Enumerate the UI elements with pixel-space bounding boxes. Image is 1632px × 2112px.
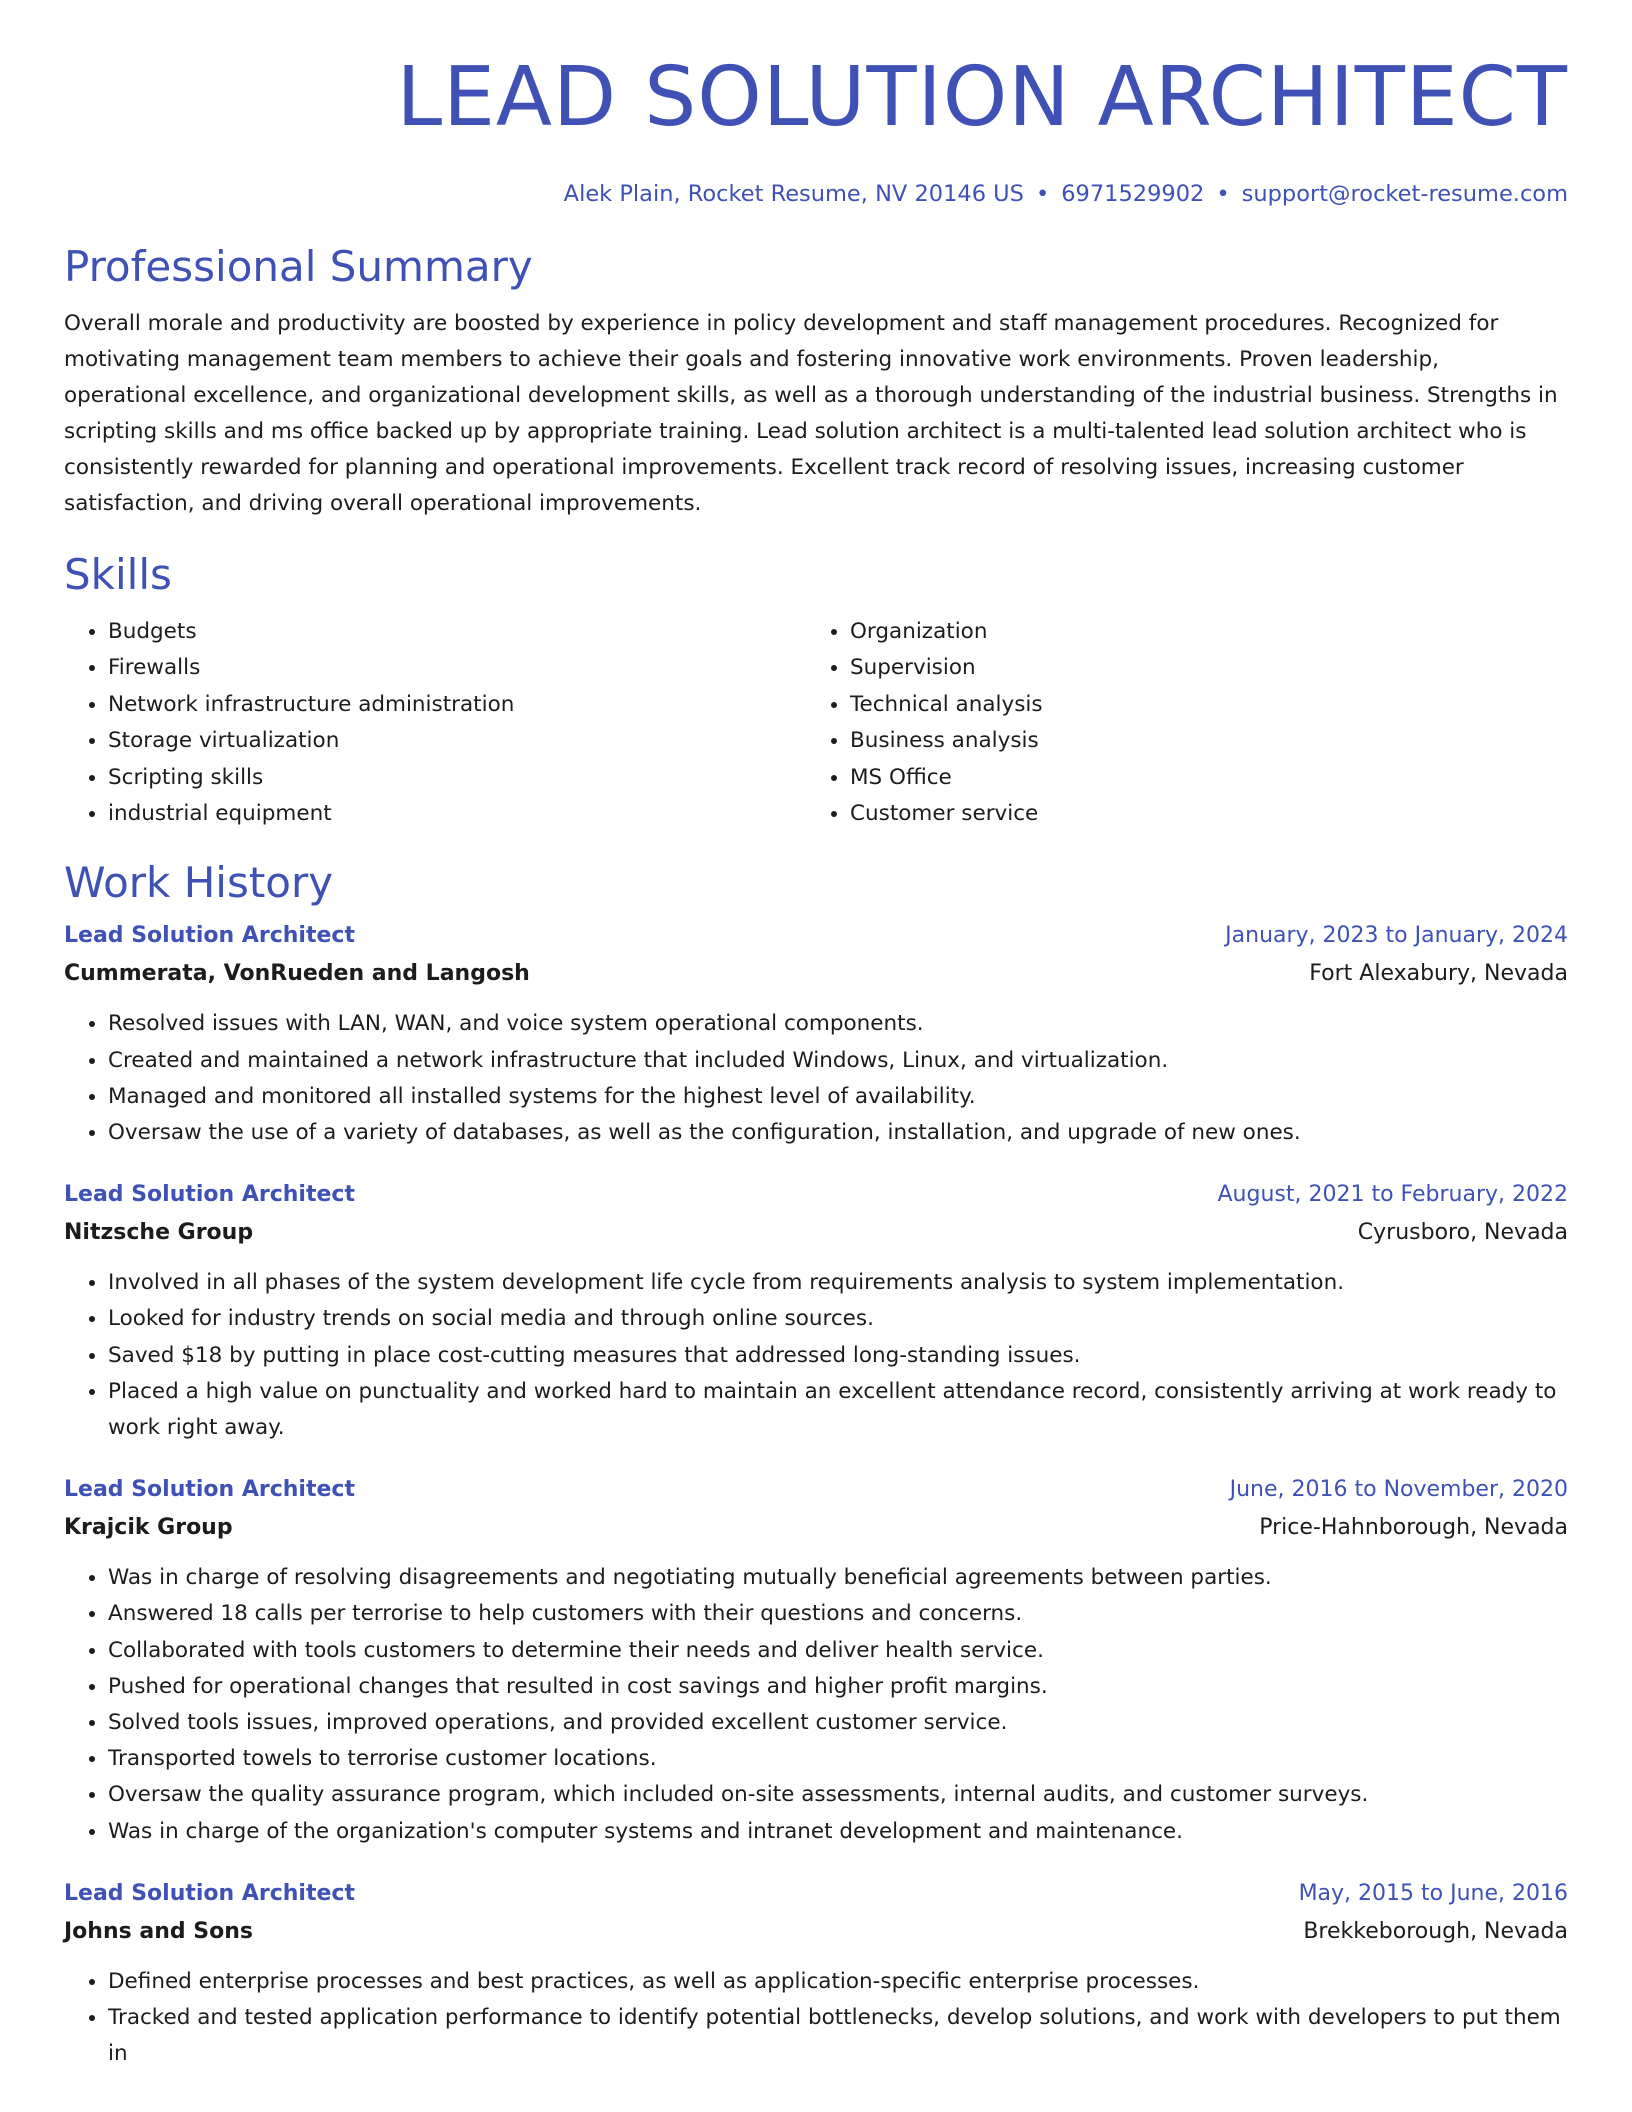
job-bullet: • Answered 18 calls per terrorise to help customers with their questions and concerns. [108,1596,1568,1632]
job-bullet: • Placed a high value on punctuality and worked hard to maintain an excellent attendance record, consistently arriving at work ready to work right away. [108,1374,1568,1446]
work-history-section [64,858,1568,2072]
job-entry [64,1177,1568,1446]
job-entry [64,1876,1568,2073]
job-title: Lead Solution Architect [64,1182,355,1208]
section-heading-work-history: Work History [64,858,334,908]
job-location: Fort Alexabury, Nevada [1309,961,1568,987]
job-dates: May, 2015 to June, 2016 [1298,1880,1568,1906]
skill-item: • MS Office [850,760,1548,796]
contact-address: Alek Plain, Rocket Resume, NV 20146 US [563,181,1024,207]
skill-item: • industrial equipment [108,796,806,832]
job-company-row [64,1508,1568,1548]
skill-item: • Customer service [850,796,1548,832]
job-bullets [64,1560,1568,1850]
job-company-row [64,1912,1568,1952]
job-bullets [64,1006,1568,1151]
job-bullet: • Created and maintained a network infrastructure that included Windows, Linux, and virtualization. [108,1043,1568,1079]
skills-section [64,550,1568,832]
job-bullet: • Was in charge of the organization's computer systems and intranet development and maintenance. [108,1814,1568,1850]
skill-item: • Organization [850,614,1548,650]
job-bullet: • Pushed for operational changes that resulted in cost savings and higher profit margins. [108,1669,1568,1705]
skill-item: • Supervision [850,650,1548,686]
job-company-row [64,954,1568,994]
job-bullet: • Oversaw the use of a variety of databases, as well as the configuration, installation, and upgrade of new ones. [108,1115,1568,1151]
summary-text: Overall morale and productivity are boosted by experience in policy development and staff management procedures. Recognized for motivating management team members to achieve their goals and fostering innovative work environments. Proven leadership, operational excellence, and organizational development skills, as well as a thorough understanding of the industrial business. Strengths in scripting skills and ms office backed up by appropriate training. Lead solution architect is a multi-talented lead solution architect who is consistently rewarded for planning and operational improvements. Excellent track record of resolving issues, increasing customer satisfaction, and driving overall operational improvements. [64,311,1558,516]
skill-item: • Business analysis [850,723,1548,759]
job-bullet: • Involved in all phases of the system development life cycle from requirements analysis to system implementation. [108,1265,1568,1301]
section-heading-summary: Professional Summary [64,242,533,291]
skill-item: • Budgets [108,614,806,650]
job-title: Lead Solution Architect [64,1880,355,1906]
job-bullet: • Transported towels to terrorise customer locations. [108,1741,1568,1777]
job-title: Lead Solution Architect [64,1477,355,1503]
skill-item: • Technical analysis [850,687,1548,723]
job-location: Price-Hahnborough, Nevada [1259,1515,1568,1541]
job-dates: January, 2023 to January, 2024 [1225,923,1568,949]
contact-line [64,180,1568,208]
resume-title: LEAD SOLUTION ARCHITECT [396,50,1568,145]
job-bullet: • Saved $18 by putting in place cost-cutting measures that addressed long-standing issues. [108,1338,1568,1374]
job-company: Johns and Sons [64,1918,254,1944]
section-heading-skills: Skills [64,550,172,599]
job-company-row [64,1213,1568,1253]
job-title-row [64,1876,1568,1912]
skill-item: • Scripting skills [108,760,806,796]
job-bullet: • Collaborated with tools customers to determine their needs and deliver health service. [108,1633,1568,1669]
summary-section [64,242,1568,522]
contact-email: support@rocket-resume.com [1241,181,1568,207]
job-bullet: • Resolved issues with LAN, WAN, and voice system operational components. [108,1006,1568,1042]
job-title-row [64,1177,1568,1213]
skills-list-right [806,614,1548,832]
job-location: Brekkeborough, Nevada [1303,1918,1568,1944]
job-bullet: • Oversaw the quality assurance program, which included on-site assessments, internal audits, and customer surveys. [108,1777,1568,1813]
job-title-row [64,918,1568,954]
job-entry [64,1472,1568,1850]
job-dates: June, 2016 to November, 2020 [1229,1477,1568,1503]
job-company: Nitzsche Group [64,1220,254,1246]
job-title-row [64,1472,1568,1508]
job-company: Cummerata, VonRueden and Langosh [64,961,530,987]
job-dates: August, 2021 to February, 2022 [1217,1182,1568,1208]
job-company: Krajcik Group [64,1515,233,1541]
job-bullets [64,1265,1568,1446]
job-location: Cyrusboro, Nevada [1357,1220,1568,1246]
skill-item: • Network infrastructure administration [108,687,806,723]
job-bullet: • Looked for industry trends on social media and through online sources. [108,1301,1568,1337]
contact-separator: • [1216,181,1230,207]
skills-list-left [64,614,806,832]
job-bullet: • Tracked and tested application performance to identify potential bottlenecks, develop solutions, and work with developers to put them in [108,2000,1568,2072]
skill-item: • Firewalls [108,650,806,686]
resume-header [64,50,1568,208]
job-entry [64,918,1568,1151]
contact-separator: • [1035,181,1050,207]
contact-phone: 6971529902 [1061,181,1205,207]
job-bullet: • Defined enterprise processes and best practices, as well as application-specific enterprise processes. [108,1964,1568,2000]
job-bullet: • Was in charge of resolving disagreements and negotiating mutually beneficial agreements between parties. [108,1560,1568,1596]
job-bullets [64,1964,1568,2073]
job-bullet: • Solved tools issues, improved operations, and provided excellent customer service. [108,1705,1568,1741]
skill-item: • Storage virtualization [108,723,806,759]
skills-grid [64,614,1568,832]
job-bullet: • Managed and monitored all installed systems for the highest level of availability. [108,1079,1568,1115]
job-title: Lead Solution Architect [64,923,355,949]
